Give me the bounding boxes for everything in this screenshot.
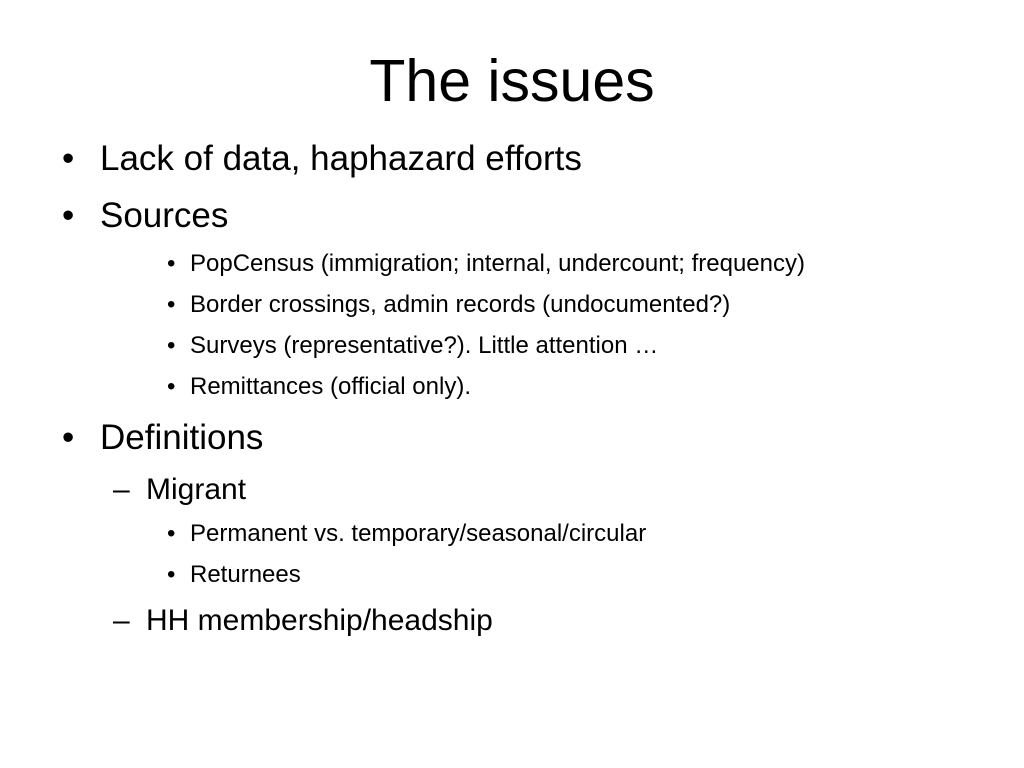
bullet-marker: • — [167, 373, 176, 400]
bullet-text: Permanent vs. temporary/seasonal/circular — [190, 520, 647, 547]
bullet-marker: • — [167, 332, 176, 359]
bullet-marker: • — [62, 418, 75, 457]
bullet-marker: • — [167, 520, 176, 547]
bullet-text: Definitions — [100, 418, 264, 457]
bullet-text: Remittances (official only). — [190, 373, 471, 400]
dash-text: Migrant — [146, 473, 247, 506]
bullet-marker: • — [167, 250, 176, 277]
bullet-text: PopCensus (immigration; internal, undercount; frequency) — [190, 250, 805, 277]
dash-text: HH membership/headship — [146, 604, 493, 637]
bullet-text: Returnees — [190, 561, 301, 588]
dash-marker: – — [113, 473, 130, 506]
bullet-marker: • — [62, 139, 75, 178]
bullet-text: Border crossings, admin records (undocumented?) — [190, 291, 731, 318]
dash-marker: – — [113, 604, 130, 637]
bullet-text: Sources — [100, 196, 229, 235]
bullet-marker: • — [62, 196, 75, 235]
bullet-text: Surveys (representative?). Little attention … — [190, 332, 659, 359]
slide-title: The issues — [369, 48, 655, 114]
bullet-text: Lack of data, haphazard efforts — [100, 139, 582, 178]
bullet-marker: • — [167, 291, 176, 318]
bullet-marker: • — [167, 561, 176, 588]
